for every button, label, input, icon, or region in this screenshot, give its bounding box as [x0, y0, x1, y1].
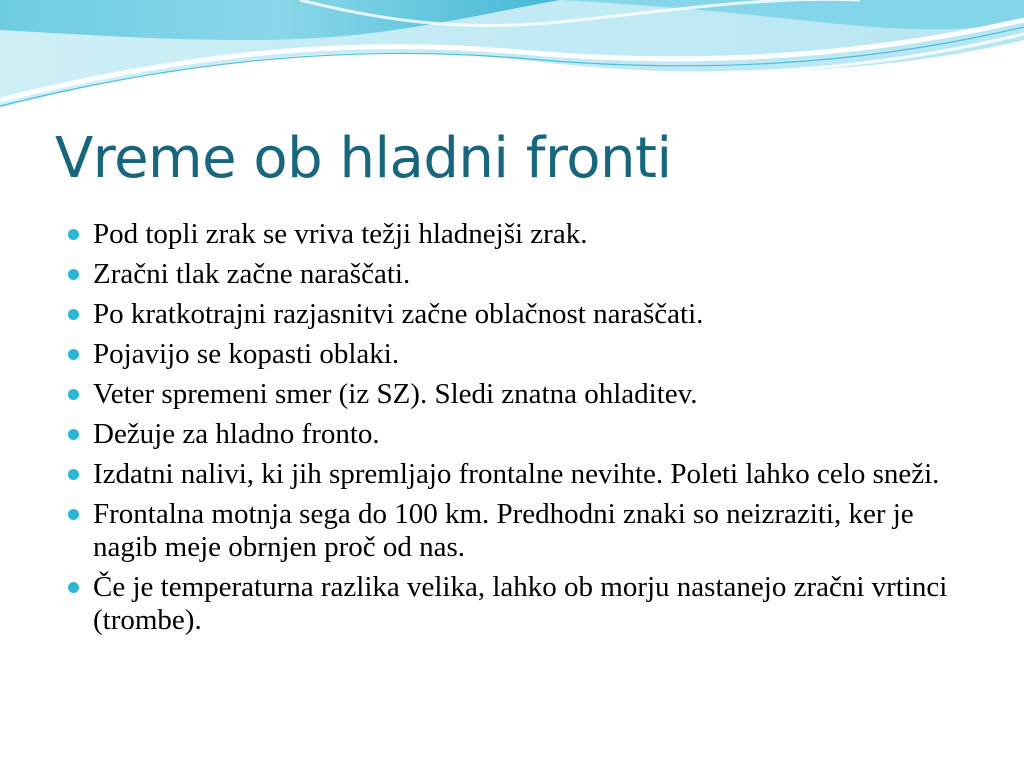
- bullet-text: Zračni tlak začne naraščati.: [93, 258, 411, 290]
- bullet-dot-icon: [68, 429, 79, 440]
- bullet-dot-icon: [68, 229, 79, 240]
- bullet-dot-icon: [68, 309, 79, 320]
- bullet-dot-icon: [68, 582, 79, 593]
- bullet-text: Dežuje za hladno fronto.: [93, 418, 380, 450]
- bullet-dot-icon: [68, 349, 79, 360]
- bullet-dot-icon: [68, 509, 79, 520]
- bullet-text: Pojavijo se kopasti oblaki.: [93, 338, 400, 370]
- bullet-item: [68, 498, 968, 564]
- bullet-item: [68, 458, 968, 491]
- bullet-text: Po kratkotrajni razjasnitvi začne oblačnost naraščati.: [93, 298, 704, 330]
- bullet-dot-icon: [68, 389, 79, 400]
- bullet-item: [68, 218, 968, 251]
- bullet-text: Veter spremeni smer (iz SZ). Sledi znatna ohladitev.: [93, 378, 698, 410]
- wave-header-decoration: [0, 0, 1024, 120]
- bullet-text: Frontalna motnja sega do 100 km. Predhodni znaki so neizraziti, ker je nagib meje obrnjen proč od nas.: [93, 498, 914, 563]
- bullet-item: [68, 258, 968, 291]
- bullet-list: [68, 218, 968, 644]
- bullet-text: Pod topli zrak se vriva težji hladnejši zrak.: [93, 218, 588, 250]
- bullet-item: [68, 418, 968, 451]
- bullet-dot-icon: [68, 269, 79, 280]
- bullet-item: [68, 338, 968, 371]
- bullet-item: [68, 298, 968, 331]
- slide-title: Vreme ob hladni fronti: [55, 126, 672, 191]
- bullet-text: Izdatni nalivi, ki jih spremljajo frontalne nevihte. Poleti lahko celo sneži.: [93, 458, 940, 490]
- bullet-text: Če je temperaturna razlika velika, lahko ob morju nastanejo zračni vrtinci (trombe).: [93, 571, 948, 636]
- bullet-item: [68, 378, 968, 411]
- bullet-dot-icon: [68, 469, 79, 480]
- bullet-item: [68, 571, 968, 637]
